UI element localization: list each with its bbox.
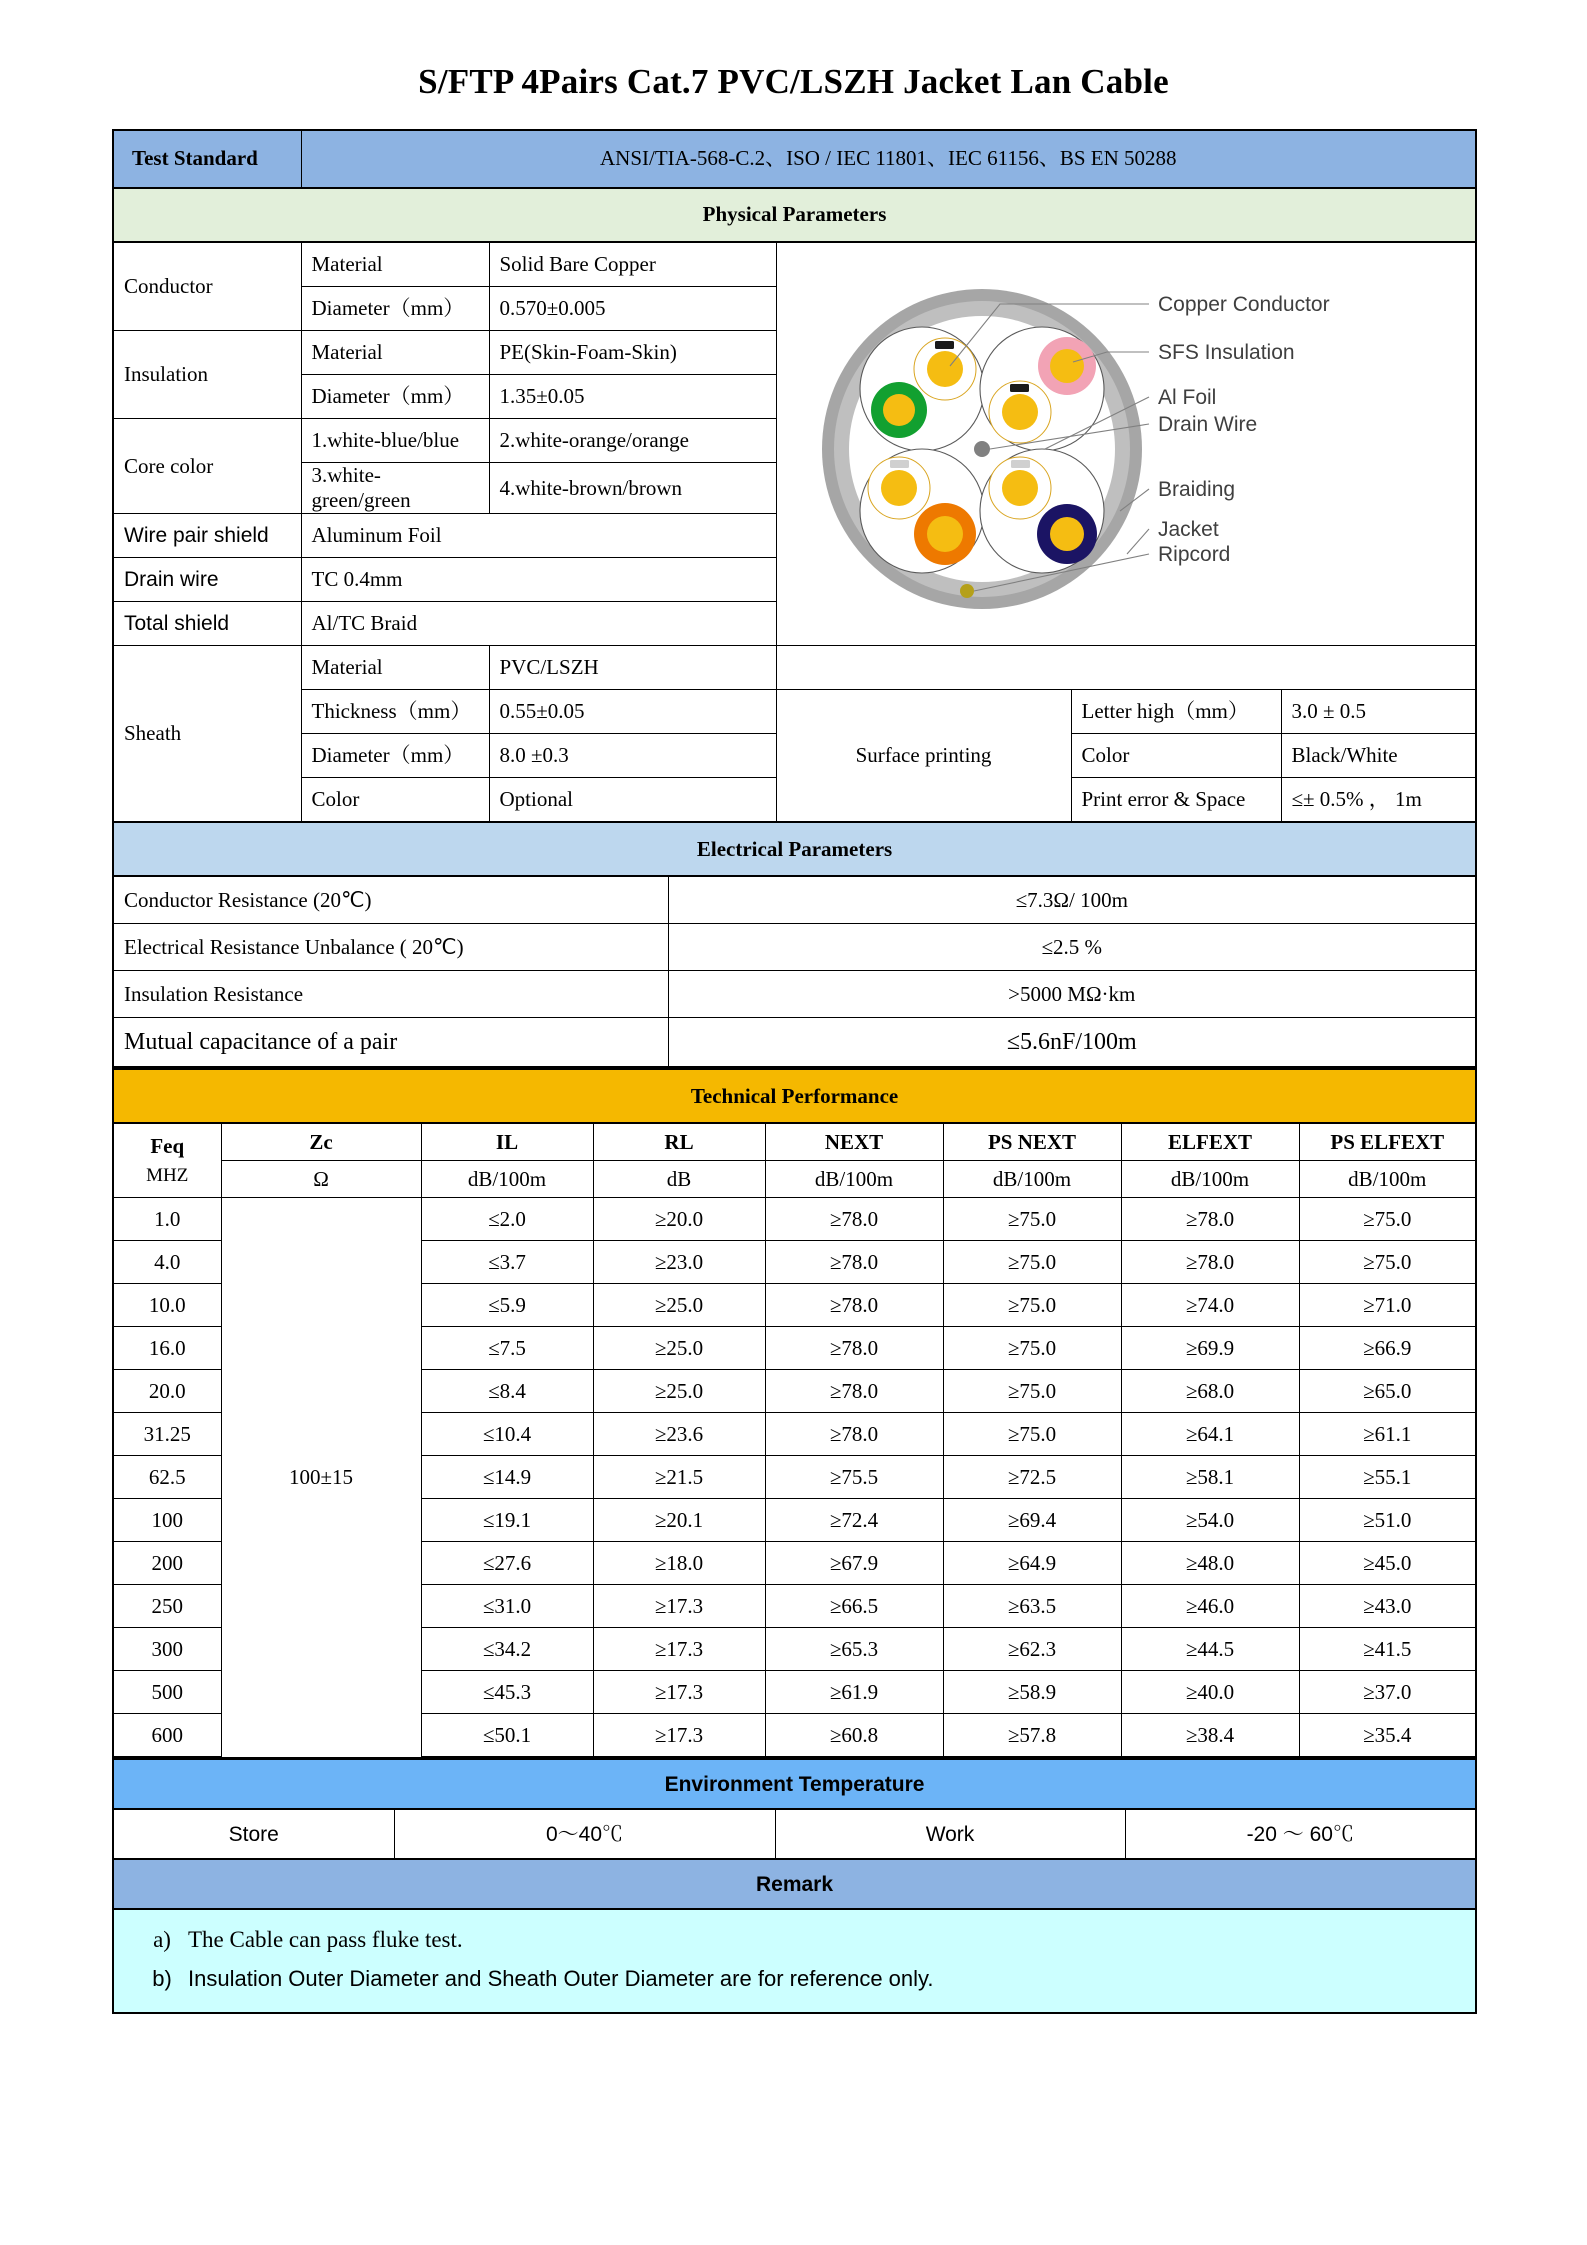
perf-next-11: ≥61.9 <box>765 1671 943 1714</box>
sheath-material-row <box>113 646 1476 690</box>
perf-freq-6: 62.5 <box>113 1456 221 1499</box>
conductor-material-label: Material <box>301 242 489 287</box>
perf-elfext-11: ≥40.0 <box>1121 1671 1299 1714</box>
cable-diagram-svg <box>777 244 1377 644</box>
page-title: S/FTP 4Pairs Cat.7 PVC/LSZH Jacket Lan Cable <box>418 62 1169 101</box>
perf-rl-8: ≥18.0 <box>593 1542 765 1585</box>
perf-il-3: ≤7.5 <box>421 1327 593 1370</box>
total-shield-label: Total shield <box>113 602 301 646</box>
perf-next-0: ≥78.0 <box>765 1198 943 1241</box>
perf-il-8: ≤27.6 <box>421 1542 593 1585</box>
perf-il-5: ≤10.4 <box>421 1413 593 1456</box>
perf-col-header-rl: RL <box>593 1123 765 1161</box>
env-store-label: Store <box>113 1809 394 1859</box>
sheath-diameter-value: 8.0 ±0.3 <box>489 734 776 778</box>
drain-wire-dot <box>974 441 990 457</box>
perf-freq-3: 16.0 <box>113 1327 221 1370</box>
perf-freq-9: 250 <box>113 1585 221 1628</box>
perf-psnext-6: ≥72.5 <box>943 1456 1121 1499</box>
perf-pselfext-0: ≥75.0 <box>1299 1198 1476 1241</box>
perf-next-2: ≥78.0 <box>765 1284 943 1327</box>
perf-elfext-9: ≥46.0 <box>1121 1585 1299 1628</box>
perf-col-unit-rl: dB <box>593 1161 765 1198</box>
electrical-row-insulation-resistance <box>113 971 1476 1018</box>
electrical-value-0: ≤7.3Ω/ 100m <box>668 876 1476 924</box>
pair-lower-left <box>860 449 984 573</box>
insulation-diameter-label: Diameter（mm） <box>301 375 489 419</box>
electrical-name-2: Insulation Resistance <box>113 971 668 1018</box>
perf-pselfext-6: ≥55.1 <box>1299 1456 1476 1499</box>
perf-col-header-freq-unit: MHZ <box>146 1165 189 1187</box>
perf-col-header-next: NEXT <box>765 1123 943 1161</box>
diagram-label-copper-conductor: Copper Conductor <box>1157 293 1330 317</box>
electrical-row-conductor-resistance <box>113 876 1476 924</box>
test-standard-row <box>113 130 1476 188</box>
table-row <box>113 1198 1476 1241</box>
perf-psnext-4: ≥75.0 <box>943 1370 1121 1413</box>
sheath-color-label: Color <box>301 778 489 823</box>
total-shield-value: Al/TC Braid <box>301 602 776 646</box>
perf-psnext-8: ≥64.9 <box>943 1542 1121 1585</box>
diagram-label-sfs-insulation: SFS Insulation <box>1157 341 1295 365</box>
test-standard-label: Test Standard <box>113 130 301 188</box>
perf-next-5: ≥78.0 <box>765 1413 943 1456</box>
surface-printing-label: Surface printing <box>776 690 1071 823</box>
perf-next-12: ≥60.8 <box>765 1714 943 1758</box>
wire-pair-shield-label: Wire pair shield <box>113 514 301 558</box>
conductor-label: Conductor <box>113 242 301 331</box>
perf-rl-3: ≥25.0 <box>593 1327 765 1370</box>
perf-psnext-5: ≥75.0 <box>943 1413 1121 1456</box>
perf-freq-7: 100 <box>113 1499 221 1542</box>
perf-header-row-names <box>113 1123 1476 1161</box>
perf-il-0: ≤2.0 <box>421 1198 593 1241</box>
physical-parameters-table <box>112 129 1477 1068</box>
perf-elfext-3: ≥69.9 <box>1121 1327 1299 1370</box>
perf-elfext-4: ≥68.0 <box>1121 1370 1299 1413</box>
perf-col-header-zc: Zc <box>221 1123 421 1161</box>
perf-elfext-1: ≥78.0 <box>1121 1241 1299 1284</box>
perf-pselfext-7: ≥51.0 <box>1299 1499 1476 1542</box>
core-color-pair-2: 2.white-orange/orange <box>489 419 776 463</box>
perf-psnext-0: ≥75.0 <box>943 1198 1121 1241</box>
perf-pselfext-4: ≥65.0 <box>1299 1370 1476 1413</box>
perf-il-6: ≤14.9 <box>421 1456 593 1499</box>
perf-elfext-6: ≥58.1 <box>1121 1456 1299 1499</box>
remark-marker-a: a) <box>153 1927 171 1953</box>
insulation-material-label: Material <box>301 331 489 375</box>
core-color-label: Core color <box>113 419 301 514</box>
perf-pselfext-9: ≥43.0 <box>1299 1585 1476 1628</box>
perf-col-header-freq-name: Feq <box>150 1134 185 1159</box>
perf-il-2: ≤5.9 <box>421 1284 593 1327</box>
perf-il-9: ≤31.0 <box>421 1585 593 1628</box>
perf-freq-12: 600 <box>113 1714 221 1758</box>
perf-il-7: ≤19.1 <box>421 1499 593 1542</box>
perf-freq-10: 300 <box>113 1628 221 1671</box>
perf-col-header-freq <box>113 1123 221 1198</box>
sheath-thickness-row <box>113 690 1476 734</box>
perf-rl-1: ≥23.0 <box>593 1241 765 1284</box>
core-color-pair-3: 3.white-green/green <box>301 463 489 514</box>
electrical-row-resistance-unbalance <box>113 924 1476 971</box>
perf-psnext-12: ≥57.8 <box>943 1714 1121 1758</box>
remark-band-row <box>113 1859 1476 1909</box>
perf-col-header-il: IL <box>421 1123 593 1161</box>
perf-pselfext-12: ≥35.4 <box>1299 1714 1476 1758</box>
sheath-label: Sheath <box>113 646 301 823</box>
conductor-diameter-value: 0.570±0.005 <box>489 287 776 331</box>
perf-elfext-10: ≥44.5 <box>1121 1628 1299 1671</box>
electrical-value-1: ≤2.5 % <box>668 924 1476 971</box>
diagram-label-jacket: Jacket <box>1157 518 1219 542</box>
perf-pselfext-5: ≥61.1 <box>1299 1413 1476 1456</box>
perf-next-8: ≥67.9 <box>765 1542 943 1585</box>
perf-il-10: ≤34.2 <box>421 1628 593 1671</box>
perf-psnext-9: ≥63.5 <box>943 1585 1121 1628</box>
diagram-label-braiding: Braiding <box>1157 478 1235 502</box>
sheath-diameter-label: Diameter（mm） <box>301 734 489 778</box>
sheath-material-value: PVC/LSZH <box>489 646 776 690</box>
perf-zc-value: 100±15 <box>221 1198 421 1758</box>
sheath-thickness-value: 0.55±0.05 <box>489 690 776 734</box>
sheath-material-label: Material <box>301 646 489 690</box>
perf-rl-2: ≥25.0 <box>593 1284 765 1327</box>
conductor-diameter-label: Diameter（mm） <box>301 287 489 331</box>
perf-psnext-3: ≥75.0 <box>943 1327 1121 1370</box>
print-error-label: Print error & Space <box>1071 778 1281 823</box>
perf-rl-0: ≥20.0 <box>593 1198 765 1241</box>
section-header-environment: Environment Temperature <box>113 1759 1476 1809</box>
section-header-electrical: Electrical Parameters <box>113 822 1476 876</box>
electrical-name-0: Conductor Resistance (20℃) <box>113 876 668 924</box>
technical-performance-band-row <box>113 1069 1476 1123</box>
physical-parameters-band-row <box>113 188 1476 242</box>
perf-pselfext-1: ≥75.0 <box>1299 1241 1476 1284</box>
core-color-pair-4: 4.white-brown/brown <box>489 463 776 514</box>
perf-elfext-8: ≥48.0 <box>1121 1542 1299 1585</box>
perf-next-10: ≥65.3 <box>765 1628 943 1671</box>
perf-col-header-psnext: PS NEXT <box>943 1123 1121 1161</box>
remark-body-row <box>113 1909 1476 2013</box>
perf-rl-9: ≥17.3 <box>593 1585 765 1628</box>
electrical-value-2: >5000 MΩ·km <box>668 971 1476 1018</box>
perf-elfext-12: ≥38.4 <box>1121 1714 1299 1758</box>
perf-header-row-units <box>113 1161 1476 1198</box>
perf-pselfext-3: ≥66.9 <box>1299 1327 1476 1370</box>
electrical-parameters-band-row <box>113 822 1476 876</box>
remark-text-b: Insulation Outer Diameter and Sheath Outer Diameter are for reference only. <box>188 1965 934 1991</box>
environment-and-remark-table <box>112 1758 1477 2014</box>
remark-marker-b: b) <box>152 1965 172 1991</box>
wire-pair-shield-value: Aluminum Foil <box>301 514 776 558</box>
perf-next-7: ≥72.4 <box>765 1499 943 1542</box>
section-header-technical: Technical Performance <box>113 1069 1476 1123</box>
perf-il-1: ≤3.7 <box>421 1241 593 1284</box>
diagram-label-group <box>1158 293 1330 566</box>
sheath-thickness-label: Thickness（mm） <box>301 690 489 734</box>
drain-wire-label: Drain wire <box>113 558 301 602</box>
sheath-material-blank <box>776 646 1476 690</box>
perf-freq-0: 1.0 <box>113 1198 221 1241</box>
perf-pselfext-2: ≥71.0 <box>1299 1284 1476 1327</box>
electrical-row-mutual-capacitance <box>113 1018 1476 1068</box>
cable-cross-section-diagram <box>776 242 1476 646</box>
conductor-material-row <box>113 242 1476 287</box>
perf-il-12: ≤50.1 <box>421 1714 593 1758</box>
remark-text-a: The Cable can pass fluke test. <box>188 1927 463 1953</box>
perf-psnext-1: ≥75.0 <box>943 1241 1121 1284</box>
perf-pselfext-8: ≥45.0 <box>1299 1542 1476 1585</box>
perf-freq-5: 31.25 <box>113 1413 221 1456</box>
electrical-name-1: Electrical Resistance Unbalance ( 20℃) <box>113 924 668 971</box>
core-color-pair-1: 1.white-blue/blue <box>301 419 489 463</box>
test-standard-value: ANSI/TIA-568-C.2、ISO / IEC 11801、IEC 61156、BS EN 50288 <box>301 130 1476 188</box>
perf-elfext-2: ≥74.0 <box>1121 1284 1299 1327</box>
perf-pselfext-11: ≥37.0 <box>1299 1671 1476 1714</box>
perf-col-unit-elfext: dB/100m <box>1121 1161 1299 1198</box>
sheath-color-value: Optional <box>489 778 776 823</box>
letter-high-value: 3.0 ± 0.5 <box>1281 690 1476 734</box>
environment-band-row <box>113 1759 1476 1809</box>
perf-freq-4: 20.0 <box>113 1370 221 1413</box>
perf-col-unit-il: dB/100m <box>421 1161 593 1198</box>
perf-freq-2: 10.0 <box>113 1284 221 1327</box>
print-error-value: ≤± 0.5% ， 1m <box>1281 778 1476 823</box>
diagram-label-drain-wire: Drain Wire <box>1157 413 1257 437</box>
remark-body <box>113 1909 1476 2013</box>
perf-elfext-7: ≥54.0 <box>1121 1499 1299 1542</box>
perf-freq-8: 200 <box>113 1542 221 1585</box>
perf-rl-5: ≥23.6 <box>593 1413 765 1456</box>
perf-col-header-elfext: ELFEXT <box>1121 1123 1299 1161</box>
section-header-remark: Remark <box>113 1859 1476 1909</box>
insulation-material-value: PE(Skin-Foam-Skin) <box>489 331 776 375</box>
perf-il-11: ≤45.3 <box>421 1671 593 1714</box>
perf-next-4: ≥78.0 <box>765 1370 943 1413</box>
letter-high-label: Letter high（mm） <box>1071 690 1281 734</box>
diagram-label-ripcord: Ripcord <box>1157 543 1230 567</box>
pair-lower-right <box>980 449 1104 573</box>
insulation-diameter-value: 1.35±0.05 <box>489 375 776 419</box>
electrical-value-3: ≤5.6nF/100m <box>668 1018 1476 1068</box>
perf-psnext-11: ≥58.9 <box>943 1671 1121 1714</box>
perf-col-unit-psnext: dB/100m <box>943 1161 1121 1198</box>
conductor-material-value: Solid Bare Copper <box>489 242 776 287</box>
perf-psnext-10: ≥62.3 <box>943 1628 1121 1671</box>
perf-next-6: ≥75.5 <box>765 1456 943 1499</box>
pair-upper-left <box>860 327 984 451</box>
perf-next-3: ≥78.0 <box>765 1327 943 1370</box>
perf-rl-7: ≥20.1 <box>593 1499 765 1542</box>
printing-color-value: Black/White <box>1281 734 1476 778</box>
perf-col-unit-zc: Ω <box>221 1161 421 1198</box>
env-work-value: -20 ～ 60℃ <box>1125 1809 1476 1859</box>
perf-col-unit-pselfext: dB/100m <box>1299 1161 1476 1198</box>
remark-item-b <box>114 1960 1475 1998</box>
perf-rl-4: ≥25.0 <box>593 1370 765 1413</box>
perf-psnext-7: ≥69.4 <box>943 1499 1121 1542</box>
env-store-value: 0～40℃ <box>394 1809 775 1859</box>
remark-item-a <box>114 1920 1475 1960</box>
section-header-physical: Physical Parameters <box>113 188 1476 242</box>
perf-rl-6: ≥21.5 <box>593 1456 765 1499</box>
pair-upper-right <box>980 327 1104 451</box>
diagram-label-al-foil: Al Foil <box>1157 386 1216 410</box>
perf-col-unit-next: dB/100m <box>765 1161 943 1198</box>
perf-col-header-pselfext: PS ELFEXT <box>1299 1123 1476 1161</box>
perf-il-4: ≤8.4 <box>421 1370 593 1413</box>
perf-next-9: ≥66.5 <box>765 1585 943 1628</box>
environment-values-row <box>113 1809 1476 1859</box>
electrical-name-3: Mutual capacitance of a pair <box>113 1018 668 1068</box>
insulation-label: Insulation <box>113 331 301 419</box>
perf-rl-11: ≥17.3 <box>593 1671 765 1714</box>
perf-freq-11: 500 <box>113 1671 221 1714</box>
perf-next-1: ≥78.0 <box>765 1241 943 1284</box>
perf-rl-10: ≥17.3 <box>593 1628 765 1671</box>
perf-elfext-5: ≥64.1 <box>1121 1413 1299 1456</box>
perf-psnext-2: ≥75.0 <box>943 1284 1121 1327</box>
perf-elfext-0: ≥78.0 <box>1121 1198 1299 1241</box>
perf-rl-12: ≥17.3 <box>593 1714 765 1758</box>
technical-performance-table <box>112 1068 1477 1758</box>
ripcord-dot <box>960 584 974 598</box>
perf-pselfext-10: ≥41.5 <box>1299 1628 1476 1671</box>
drain-wire-value: TC 0.4mm <box>301 558 776 602</box>
env-work-label: Work <box>775 1809 1125 1859</box>
perf-freq-1: 4.0 <box>113 1241 221 1284</box>
printing-color-label: Color <box>1071 734 1281 778</box>
